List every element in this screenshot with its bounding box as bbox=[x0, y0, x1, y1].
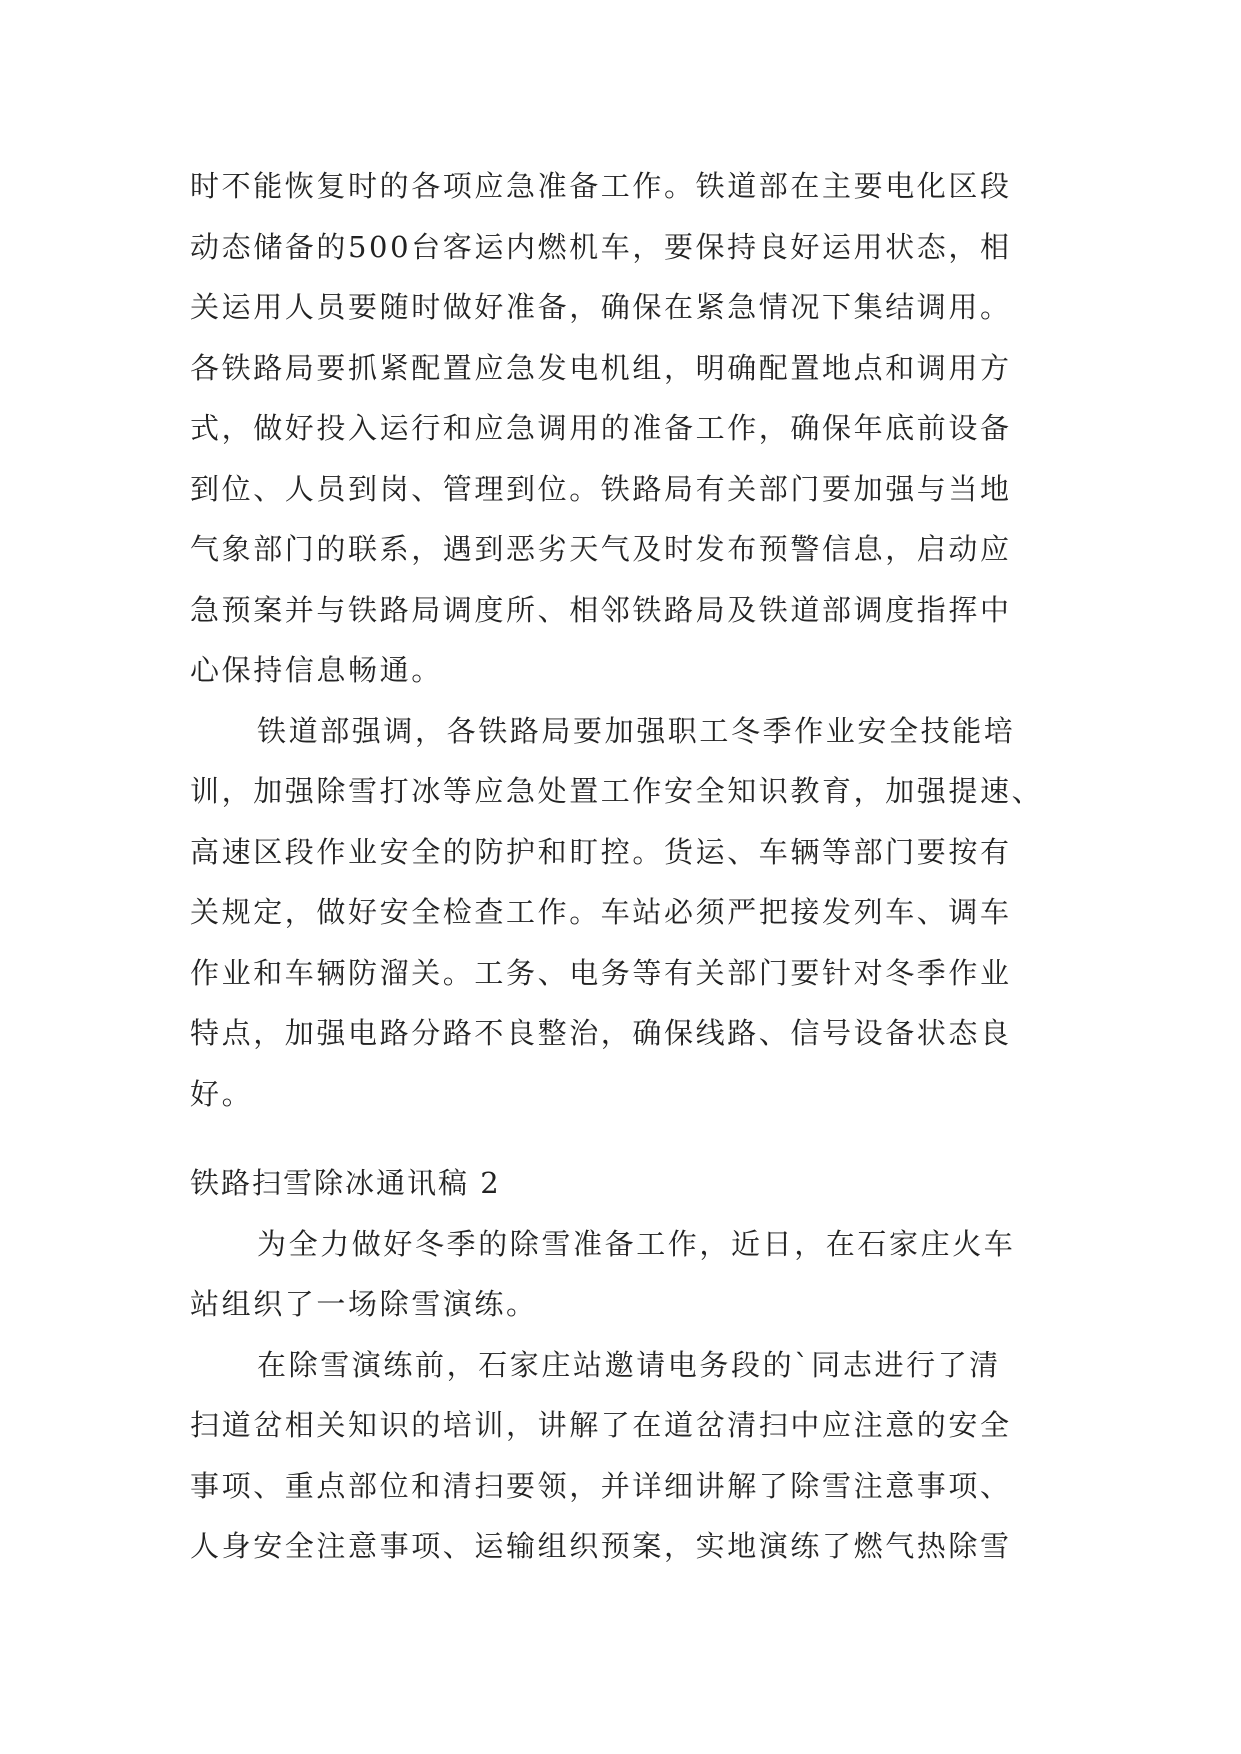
section-heading: 铁路扫雪除冰通讯稿 2 bbox=[190, 1166, 501, 1200]
paragraph-line: 站组织了一场除雪演练。 bbox=[190, 1287, 538, 1321]
paragraph-first-line: 铁道部强调，各铁路局要加强职工冬季作业安全技能培 bbox=[257, 714, 1016, 748]
paragraph-line: 到位、人员到岗、管理到位。铁路局有关部门要加强与当地 bbox=[190, 472, 1012, 506]
paragraph-line: 各铁路局要抓紧配置应急发电机组，明确配置地点和调用方 bbox=[190, 351, 1012, 385]
paragraph-line: 急预案并与铁路局调度所、相邻铁路局及铁道部调度指挥中 bbox=[190, 593, 1012, 627]
paragraph-line: 式，做好投入运行和应急调用的准备工作，确保年底前设备 bbox=[190, 411, 1012, 445]
paragraph-line: 气象部门的联系，遇到恶劣天气及时发布预警信息，启动应 bbox=[190, 532, 1012, 566]
paragraph-line: 关运用人员要随时做好准备，确保在紧急情况下集结调用。 bbox=[190, 290, 1012, 324]
paragraph-first-line: 在除雪演练前，石家庄站邀请电务段的`同志进行了清 bbox=[257, 1348, 1001, 1382]
paragraph-line: 扫道岔相关知识的培训，讲解了在道岔清扫中应注意的安全 bbox=[190, 1408, 1012, 1442]
paragraph-line: 心保持信息畅通。 bbox=[190, 653, 443, 687]
paragraph-line: 作业和车辆防溜关。工务、电务等有关部门要针对冬季作业 bbox=[190, 956, 1012, 990]
paragraph-line: 动态储备的500台客运内燃机车，要保持良好运用状态，相 bbox=[190, 230, 1012, 264]
paragraph-line: 关规定，做好安全检查工作。车站必须严把接发列车、调车 bbox=[190, 895, 1012, 929]
paragraph-line: 好。 bbox=[190, 1077, 254, 1111]
paragraph-line: 训，加强除雪打冰等应急处置工作安全知识教育，加强提速、 bbox=[190, 774, 1044, 808]
paragraph-line: 时不能恢复时的各项应急准备工作。铁道部在主要电化区段 bbox=[190, 169, 1012, 203]
paragraph-first-line: 为全力做好冬季的除雪准备工作，近日，在石家庄火车 bbox=[257, 1227, 1016, 1261]
paragraph-line: 人身安全注意事项、运输组织预案，实地演练了燃气热除雪 bbox=[190, 1529, 1012, 1563]
paragraph-line: 特点，加强电路分路不良整治，确保线路、信号设备状态良 bbox=[190, 1016, 1012, 1050]
paragraph-line: 高速区段作业安全的防护和盯控。货运、车辆等部门要按有 bbox=[190, 835, 1012, 869]
paragraph-line: 事项、重点部位和清扫要领，并详细讲解了除雪注意事项、 bbox=[190, 1469, 1012, 1503]
